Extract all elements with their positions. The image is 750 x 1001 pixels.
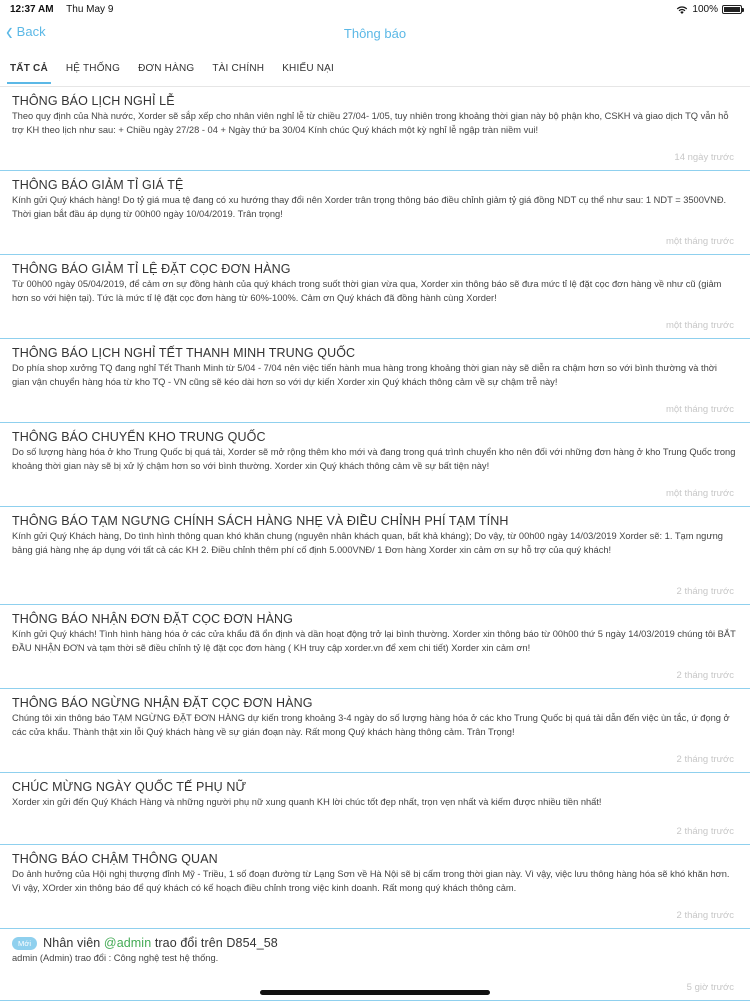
exchange-body: admin (Admin) trao đổi : Công nghệ test hệ thống.: [12, 953, 219, 963]
status-date: Thu May 9: [66, 4, 114, 15]
battery-icon: [722, 5, 742, 14]
notification-item[interactable]: [0, 255, 750, 339]
notification-body: Kính gửi Quý khách! Tình hình hàng hóa ở các cửa khẩu đã ổn định và dần hoạt động trở lại bình thường. Xorder xin thông báo từ 00h00 thứ 5 ngày 14/03/2019 chúng tôi BẮT ĐẦU NHẬN ĐƠN và tạm thời sẽ điều chỉnh tỷ lệ đặt cọc đơn hàng ( KH truy cập xorder.vn để xem chi tiết) Xorder xin cảm ơn!: [12, 629, 736, 653]
tab-complaints[interactable]: KHIẾU NẠI: [282, 62, 334, 74]
notification-body: Kính gửi Quý Khách hàng, Do tình hình thông quan khó khăn chung (nguyên nhân khách quan, bất khả kháng); Do vậy, từ 00h00 ngày 14/03/2019 Xorder sẽ: 1. Tạm ngưng bảng giá hàng nhẹ áp dụng với tất cả các KH 2. Điều chỉnh thêm phí cố định 5.000VNĐ/ 1 Đơn hàng Xorder xin cảm ơn sự hỗ trợ của quý khách!: [12, 531, 723, 555]
notification-time: một tháng trước: [665, 320, 734, 331]
tab-system[interactable]: HỆ THỐNG: [65, 62, 121, 74]
notification-item[interactable]: [0, 689, 750, 773]
notification-item[interactable]: [0, 339, 750, 423]
notification-time: 2 tháng trước: [676, 670, 734, 681]
notification-body: Do ảnh hưởng của Hội nghị thượng đỉnh Mỹ - Triều, 1 số đoạn đường từ Lạng Sơn về Hà Nội sẽ bị cấm trong thời gian này. Vì vậy, việc lưu thông hàng hóa sẽ khó khăn hơn. Vì vậy, XOrder xin thông báo để quý khách có kế hoạch điều chỉnh trong việc kinh doanh. Rất mong quý khách thông cảm.: [12, 869, 730, 893]
notification-title: THÔNG BÁO LỊCH NGHỈ LỄ: [12, 94, 175, 108]
page-title: Thông báo: [343, 26, 407, 41]
notification-title: THÔNG BÁO NGỪNG NHẬN ĐẶT CỌC ĐƠN HÀNG: [12, 696, 313, 710]
notification-title: THÔNG BÁO TẠM NGƯNG CHÍNH SÁCH HÀNG NHẸ VÀ ĐIỀU CHỈNH PHÍ TẠM TÍNH: [12, 514, 509, 528]
status-time: 12:37 AM: [10, 4, 54, 15]
notification-time: 2 tháng trước: [676, 910, 734, 921]
notification-item[interactable]: [0, 773, 750, 845]
notification-body: Theo quy định của Nhà nước, Xorder sẽ sắp xếp cho nhân viên nghỉ lễ từ chiều 27/04- 1/05, tuy nhiên trong khoảng thời gian này bộ phận kho, CSKH và giao dịch TQ vẫn hỗ trợ KH theo lịch như sau: + Chiều ngày 27/28 - 04 + Ngày thứ ba 30/04 Kính chúc Quý khách một kỳ nghỉ lễ ngập tràn niềm vui!: [12, 111, 729, 135]
tab-bar: [0, 50, 750, 87]
tab-orders[interactable]: ĐƠN HÀNG: [138, 62, 195, 74]
home-indicator[interactable]: [260, 990, 490, 995]
exchange-title: [12, 935, 736, 951]
notification-title: THÔNG BÁO CHẬM THÔNG QUAN: [12, 852, 218, 866]
notification-item[interactable]: [0, 423, 750, 507]
notification-time: 2 tháng trước: [676, 754, 734, 765]
navigation-bar: [0, 18, 750, 50]
notification-item[interactable]: [0, 605, 750, 689]
notification-item[interactable]: [0, 845, 750, 929]
notification-title: THÔNG BÁO CHUYỂN KHO TRUNG QUỐC: [12, 430, 266, 444]
battery-percent: 100%: [692, 4, 718, 15]
new-badge: Mới: [12, 937, 37, 950]
notification-item[interactable]: [0, 171, 750, 255]
notification-title: THÔNG BÁO GIẢM TỈ GIÁ TỆ: [12, 178, 184, 192]
notification-item[interactable]: [0, 507, 750, 605]
wifi-icon: [676, 5, 688, 14]
notification-title: THÔNG BÁO LỊCH NGHỈ TẾT THANH MINH TRUNG QUỐC: [12, 346, 356, 360]
notification-title: THÔNG BÁO NHẬN ĐƠN ĐẶT CỌC ĐƠN HÀNG: [12, 612, 293, 626]
notification-item[interactable]: [0, 87, 750, 171]
notification-title: THÔNG BÁO GIẢM TỈ LỆ ĐẶT CỌC ĐƠN HÀNG: [12, 262, 291, 276]
notification-time: một tháng trước: [665, 488, 734, 499]
notification-time: một tháng trước: [665, 404, 734, 415]
tab-all[interactable]: TẤT CẢ: [10, 53, 48, 84]
tab-finance[interactable]: TÀI CHÍNH: [212, 62, 265, 74]
notification-body: Do phía shop xưởng TQ đang nghỉ Tết Thanh Minh từ 5/04 - 7/04 nên việc tiến hành mua hàng trong khoảng thời gian này sẽ diễn ra chậm hơn so với bình thường và thời gian vận chuyển hàng hóa từ kho TQ - VN cũng sẽ kéo dài hơn so với dự kiến Xorder xin Quý khách thông cảm về sự chậm trễ này!: [12, 363, 717, 387]
notification-time: 2 tháng trước: [676, 586, 734, 597]
exchange-time: 5 giờ trước: [686, 982, 734, 993]
notification-body: Kính gửi Quý khách hàng! Do tỷ giá mua tệ đang có xu hướng thay đổi nên Xorder trân trọng thông báo điều chỉnh giảm tỷ giá đồng NDT cụ thể như sau: 1 NDT = 3500VNĐ. Thời gian bắt đầu áp dụng từ 00h00 ngày 10/04/2019. Trân trọng!: [12, 195, 727, 219]
notification-body: Chúng tôi xin thông báo TẠM NGỪNG ĐẶT ĐƠN HÀNG dự kiến trong khoảng 3-4 ngày do số lượng hàng hóa ở các kho Trung Quốc bị quá tải dẫn đến việc ùn tắc, ứ đọng ở các cửa khẩu. Thành thật xin lỗi Quý khách hàng về sự gián đoạn này. Rất mong Quý khách hàng thông cảm. Trân Trọng!: [12, 713, 730, 737]
exchange-suffix: trao đổi trên D854_58: [154, 936, 278, 950]
chevron-left-icon: ‹: [6, 17, 13, 46]
exchange-prefix: Nhân viên: [43, 936, 101, 950]
notification-body: Từ 00h00 ngày 05/04/2019, để cảm ơn sự đồng hành của quý khách trong suốt thời gian vừa qua, Xorder xin thông báo sẽ đưa mức tỉ lệ đặt cọc đơn hàng về như cũ (giảm hơn so với hiện tại). Tức là mức tỉ lệ đặt cọc đơn hàng từ 60%-100%. Cảm ơn Quý khách đã đồng hành cùng Xorder!: [12, 279, 722, 303]
notification-body: Do số lượng hàng hóa ở kho Trung Quốc bị quá tải, Xorder sẽ mở rộng thêm kho mới và đang trong quá trình chuyển kho nên đối với những đơn hàng ở kho Trung Quốc trong khoảng thời gian này sẽ bị xử lý chậm hơn so với bình thường. Xorder xin Quý khách thông cảm về sự bất tiện này!: [12, 447, 736, 471]
notification-title: CHÚC MỪNG NGÀY QUỐC TẾ PHỤ NỮ: [12, 780, 247, 794]
notification-body: Xorder xin gửi đến Quý Khách Hàng và những người phụ nữ xung quanh KH lời chúc tốt đẹp nhất, trọn vẹn nhất và kiếm được nhiều tiền nhất!: [12, 797, 602, 807]
admin-mention[interactable]: @admin: [103, 936, 152, 950]
notification-time: một tháng trước: [665, 236, 734, 247]
notification-time: 14 ngày trước: [674, 152, 734, 163]
notification-time: 2 tháng trước: [676, 826, 734, 837]
back-label: Back: [16, 24, 46, 39]
status-bar: [0, 0, 750, 18]
notification-list: [0, 87, 750, 1001]
